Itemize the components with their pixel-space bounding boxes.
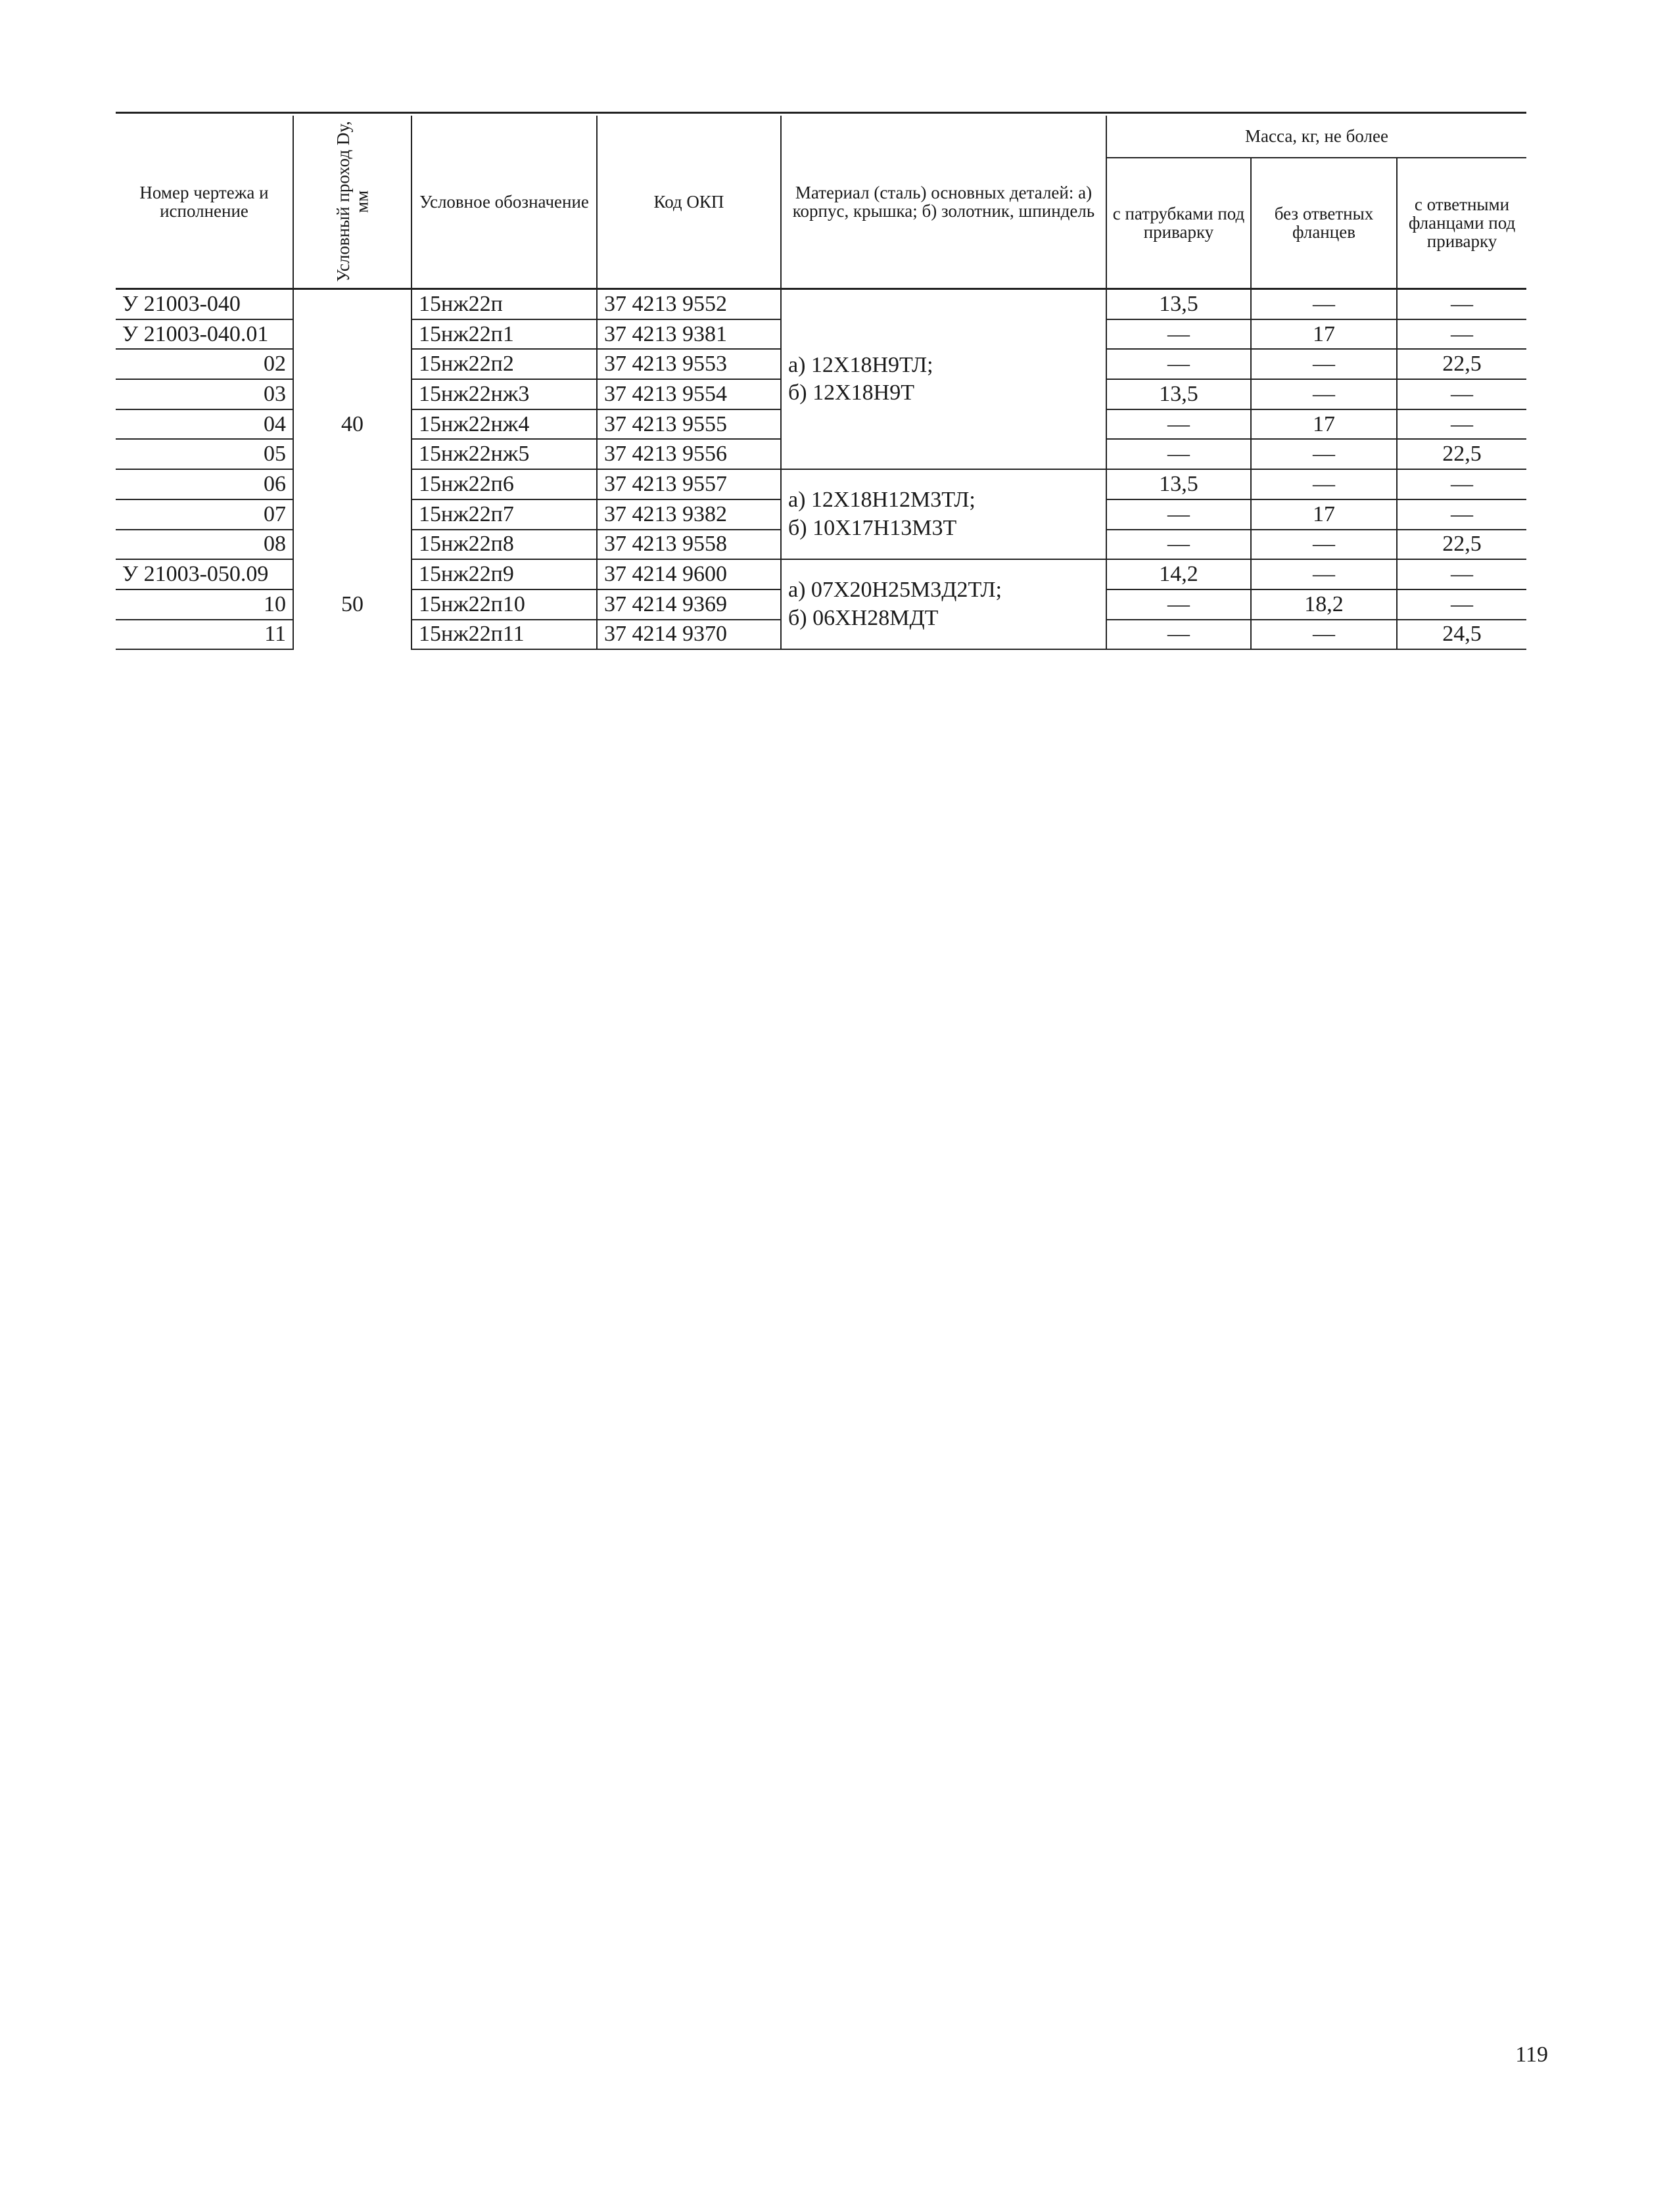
designation: 15нж22п1 — [411, 319, 597, 350]
designation: 15нж22п10 — [411, 589, 597, 620]
okp-code: 37 4213 9382 — [597, 499, 781, 530]
material-cell — [781, 289, 1106, 470]
mass-noflange: — — [1251, 349, 1397, 379]
drawing-number: 03 — [116, 379, 293, 409]
nominal-diameter: 50 — [293, 559, 411, 649]
designation: 15нж22п2 — [411, 349, 597, 379]
table-body — [116, 289, 1526, 650]
mass-noflange: 18,2 — [1251, 589, 1397, 620]
designation: 15нж22п7 — [411, 499, 597, 530]
okp-code: 37 4213 9554 — [597, 379, 781, 409]
designation: 15нж22п9 — [411, 559, 597, 589]
col-drawing-header: Номер чертежа и исполнение — [139, 182, 269, 221]
mass-flange: — — [1397, 499, 1526, 530]
designation: 15нж22нж5 — [411, 439, 597, 469]
top-rule — [116, 112, 1526, 114]
mass-flange: 22,5 — [1397, 349, 1526, 379]
mass-weld: — — [1106, 319, 1251, 350]
mass-weld: — — [1106, 409, 1251, 440]
col-mass-weld-header: с патрубками под приварку — [1106, 158, 1251, 289]
mass-flange: — — [1397, 559, 1526, 589]
mass-weld: — — [1106, 530, 1251, 560]
okp-code: 37 4214 9370 — [597, 620, 781, 650]
mass-noflange: — — [1251, 469, 1397, 499]
drawing-number: У 21003-040 — [116, 289, 293, 319]
mass-flange: 22,5 — [1397, 439, 1526, 469]
drawing-number: 07 — [116, 499, 293, 530]
col-material-header: Материал (сталь) основных деталей: а) корпус, крышка; б) золотник, шпиндель — [781, 116, 1106, 289]
col-mass-noflange-header: без ответных фланцев — [1251, 158, 1397, 289]
material-a: а) 12Х18Н12М3ТЛ; — [788, 488, 976, 513]
okp-code: 37 4213 9553 — [597, 349, 781, 379]
material-cell — [781, 469, 1106, 559]
designation: 15нж22нж4 — [411, 409, 597, 440]
drawing-number: 10 — [116, 589, 293, 620]
okp-code: 37 4213 9557 — [597, 469, 781, 499]
mass-noflange: 17 — [1251, 319, 1397, 350]
mass-weld: 14,2 — [1106, 559, 1251, 589]
table-row — [116, 289, 1526, 319]
mass-noflange: — — [1251, 559, 1397, 589]
mass-weld: 13,5 — [1106, 469, 1251, 499]
mass-flange: — — [1397, 589, 1526, 620]
drawing-number: 04 — [116, 409, 293, 440]
mass-weld: — — [1106, 620, 1251, 650]
col-okp-header: Код ОКП — [597, 116, 781, 289]
drawing-number: 06 — [116, 469, 293, 499]
mass-noflange: — — [1251, 379, 1397, 409]
okp-code: 37 4213 9555 — [597, 409, 781, 440]
mass-noflange: — — [1251, 620, 1397, 650]
designation: 15нж22п — [411, 289, 597, 319]
mass-weld: — — [1106, 589, 1251, 620]
mass-noflange: — — [1251, 530, 1397, 560]
mass-noflange: — — [1251, 289, 1397, 319]
nominal-diameter: 40 — [293, 289, 411, 560]
col-mass-group-header: Масса, кг, не более — [1106, 116, 1526, 158]
table-row — [116, 559, 1526, 589]
mass-flange: 22,5 — [1397, 530, 1526, 560]
col-dn-header: Условный проход Dу, мм — [293, 116, 411, 289]
mass-flange: — — [1397, 319, 1526, 350]
okp-code: 37 4213 9552 — [597, 289, 781, 319]
mass-weld: — — [1106, 439, 1251, 469]
okp-code: 37 4214 9369 — [597, 589, 781, 620]
material-b: б) 10Х17Н13М3Т — [788, 515, 957, 540]
mass-noflange: 17 — [1251, 409, 1397, 440]
col-designation-header: Условное обозначение — [411, 116, 597, 289]
valve-spec-table — [116, 116, 1526, 650]
designation: 15нж22нж3 — [411, 379, 597, 409]
okp-code: 37 4213 9556 — [597, 439, 781, 469]
mass-weld: — — [1106, 499, 1251, 530]
material-b: б) 12Х18Н9Т — [788, 380, 914, 405]
material-a: а) 07Х20Н25М3Д2ТЛ; — [788, 578, 1002, 603]
designation: 15нж22п6 — [411, 469, 597, 499]
material-b: б) 06ХН28МДТ — [788, 605, 939, 630]
designation: 15нж22п8 — [411, 530, 597, 560]
col-mass-flange-header: с ответными фланцами под приварку — [1397, 158, 1526, 289]
mass-weld: 13,5 — [1106, 289, 1251, 319]
mass-flange: 24,5 — [1397, 620, 1526, 650]
page-number: 119 — [1515, 2042, 1548, 2067]
material-cell — [781, 559, 1106, 649]
designation: 15нж22п11 — [411, 620, 597, 650]
drawing-number: 08 — [116, 530, 293, 560]
mass-noflange: — — [1251, 439, 1397, 469]
mass-flange: — — [1397, 379, 1526, 409]
okp-code: 37 4213 9558 — [597, 530, 781, 560]
mass-flange: — — [1397, 469, 1526, 499]
mass-flange: — — [1397, 289, 1526, 319]
mass-weld: — — [1106, 349, 1251, 379]
mass-flange: — — [1397, 409, 1526, 440]
drawing-number: 11 — [116, 620, 293, 650]
mass-weld: 13,5 — [1106, 379, 1251, 409]
drawing-number: 02 — [116, 349, 293, 379]
drawing-number: У 21003-050.09 — [116, 559, 293, 589]
mass-noflange: 17 — [1251, 499, 1397, 530]
drawing-number: 05 — [116, 439, 293, 469]
drawing-number: У 21003-040.01 — [116, 319, 293, 350]
okp-code: 37 4214 9600 — [597, 559, 781, 589]
material-a: а) 12Х18Н9ТЛ; — [788, 352, 933, 377]
okp-code: 37 4213 9381 — [597, 319, 781, 350]
